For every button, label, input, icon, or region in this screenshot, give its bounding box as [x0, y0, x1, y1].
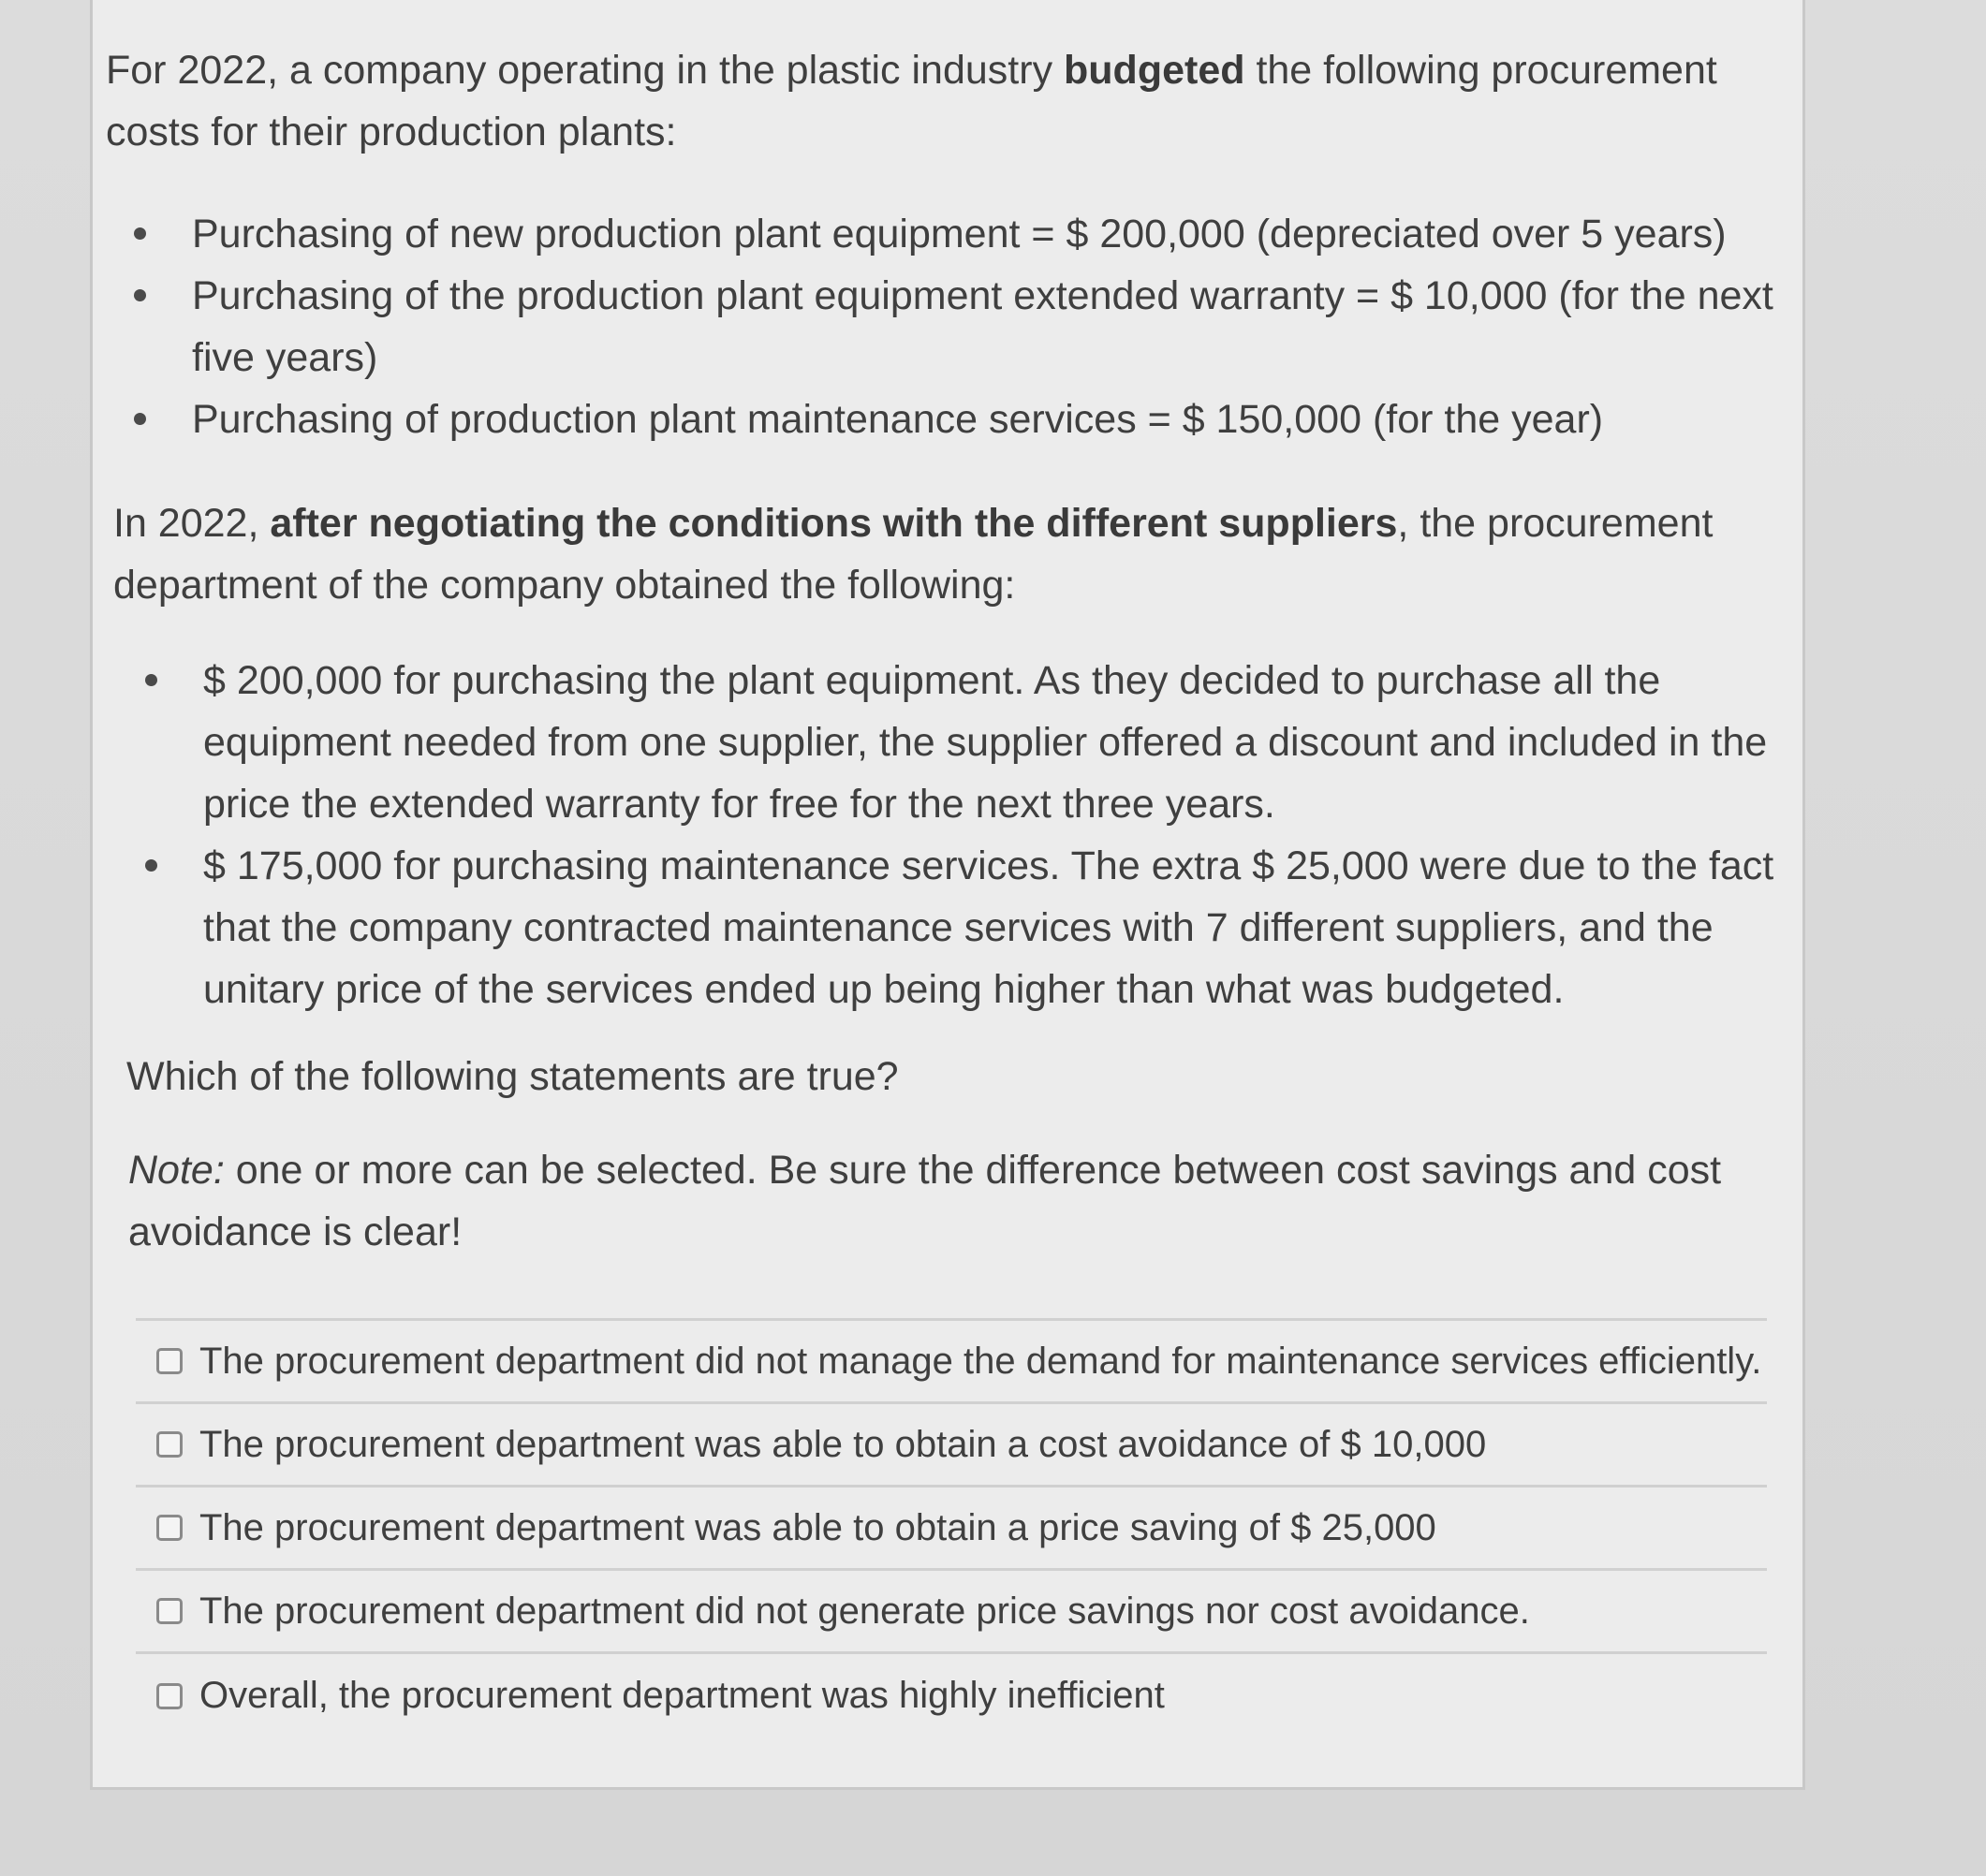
checkbox-icon[interactable]: [156, 1431, 183, 1458]
checkbox-icon[interactable]: [156, 1683, 183, 1709]
answer-option-label: Overall, the procurement department was highly inefficient: [199, 1675, 1165, 1716]
answer-option-label: The procurement department was able to obtain a cost avoidance of $ 10,000: [199, 1423, 1487, 1465]
budget-item-text: Purchasing of new production plant equipment = $ 200,000 (depreciated over 5 years): [192, 212, 1727, 256]
negotiated-item: [145, 835, 1793, 1020]
negotiated-item-text: $ 175,000 for purchasing maintenance services. The extra $ 25,000 were due to the fact that the company contracted maintenance services with 7 different suppliers, and the unitary price of the services ended up being higher than what was budgeted.: [203, 843, 1774, 1012]
checkbox-icon[interactable]: [156, 1348, 183, 1374]
negotiated-item-text: $ 200,000 for purchasing the plant equipment. As they decided to purchase all the equipment needed from one supplier, the supplier offered a discount and included in the price the extended warranty for free for the next three years.: [203, 658, 1768, 827]
budget-item: [134, 265, 1801, 388]
question-note: [128, 1139, 1776, 1263]
bullet-icon: [145, 859, 157, 872]
answer-option-4[interactable]: [136, 1571, 1767, 1654]
checkbox-icon[interactable]: [156, 1598, 183, 1624]
answer-option-1[interactable]: [136, 1321, 1767, 1404]
note-text: one or more can be selected. Be sure the difference between cost savings and cost avoidance is clear!: [128, 1148, 1722, 1254]
budget-item: [134, 388, 1801, 450]
answer-option-5[interactable]: [136, 1654, 1767, 1737]
answer-option-3[interactable]: [136, 1488, 1767, 1571]
negotiation-bold-text: after negotiating the conditions with the different suppliers: [270, 501, 1398, 546]
negotiation-text-start: In 2022,: [113, 501, 271, 546]
intro-text-end: the following procurement costs for their production plants:: [106, 48, 1717, 154]
intro-bold-budgeted: budgeted: [1064, 48, 1245, 93]
answer-option-label: The procurement department did not manage the demand for maintenance services efficiently.: [199, 1340, 1762, 1382]
question-prompt: Which of the following statements are true?: [126, 1054, 899, 1099]
bullet-icon: [145, 674, 157, 686]
budget-item: [134, 203, 1801, 265]
negotiation-text-end: , the procurement department of the company obtained the following:: [113, 501, 1714, 608]
checkbox-icon[interactable]: [156, 1515, 183, 1541]
bullet-icon: [134, 413, 146, 425]
budget-list: [134, 203, 1801, 450]
budget-item-text: Purchasing of production plant maintenance services = $ 150,000 (for the year): [192, 397, 1604, 442]
answer-option-label: The procurement department was able to obtain a price saving of $ 25,000: [199, 1506, 1436, 1548]
negotiated-list: [145, 650, 1793, 1020]
answer-option-2[interactable]: [136, 1404, 1767, 1488]
negotiated-item: [145, 650, 1793, 835]
bullet-icon: [134, 289, 146, 301]
answer-option-label: The procurement department did not generate price savings nor cost avoidance.: [199, 1590, 1530, 1632]
intro-text-start: For 2022, a company operating in the plastic industry: [106, 48, 1065, 93]
negotiation-paragraph: [113, 492, 1789, 616]
question-card: [90, 0, 1805, 1790]
budget-item-text: Purchasing of the production plant equipment extended warranty = $ 10,000 (for the next five years): [192, 273, 1773, 380]
question-intro: [106, 39, 1791, 163]
answer-options: [136, 1318, 1767, 1737]
bullet-icon: [134, 227, 146, 240]
note-label: Note:: [128, 1148, 225, 1193]
